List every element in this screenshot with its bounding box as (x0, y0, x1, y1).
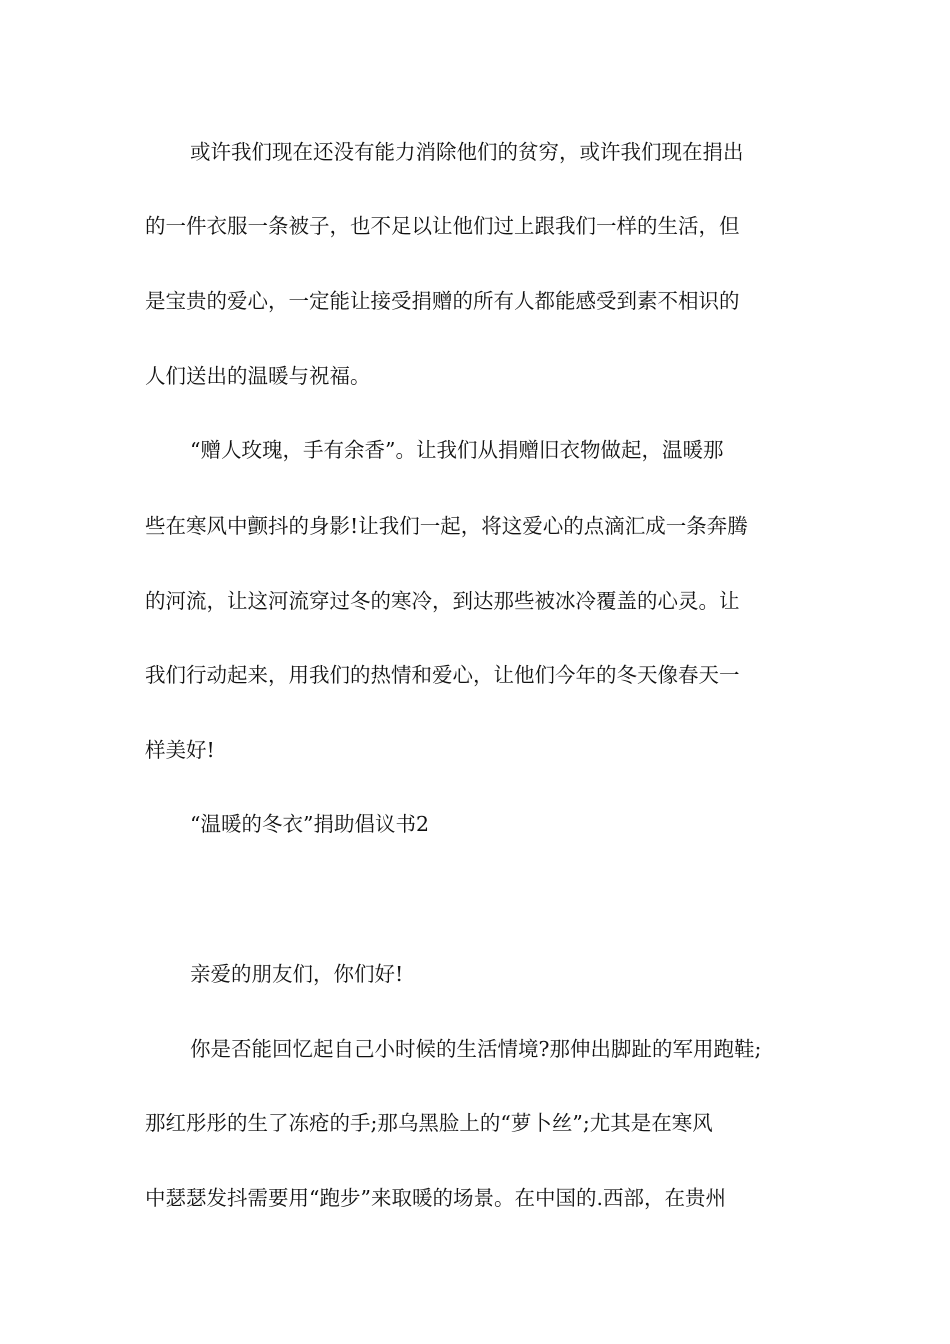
greeting-line: 亲爱的朋友们，你们好! (190, 962, 404, 986)
paragraph-line: 你是否能回忆起自己小时候的生活情境?那伸出脚趾的军用跑鞋; (190, 1037, 762, 1061)
paragraph-line: 些在寒风中颤抖的身影!让我们一起，将这爱心的点滴汇成一条奔腾 (145, 514, 748, 538)
paragraph-line: 中瑟瑟发抖需要用“跑步”来取暖的场景。在中国的.西部，在贵州 (145, 1186, 726, 1210)
paragraph-line: 的一件衣服一条被子，也不足以让他们过上跟我们一样的生活，但 (145, 214, 740, 238)
section-heading: “温暖的冬衣”捐助倡议书2 (190, 812, 430, 836)
paragraph-line: 是宝贵的爱心，一定能让接受捐赠的所有人都能感受到素不相识的 (145, 289, 740, 313)
paragraph-line: 人们送出的温暖与祝福。 (145, 364, 371, 388)
paragraph-line: 的河流，让这河流穿过冬的寒冷，到达那些被冰冷覆盖的心灵。让 (145, 589, 740, 613)
paragraph-line: 或许我们现在还没有能力消除他们的贫穷，或许我们现在捐出 (190, 140, 744, 164)
paragraph-line: “赠人玫瑰，手有余香”。让我们从捐赠旧衣物做起，温暖那 (190, 438, 724, 462)
paragraph-line: 我们行动起来，用我们的热情和爱心，让他们今年的冬天像春天一 (145, 663, 740, 687)
paragraph-line: 样美好! (145, 738, 215, 762)
paragraph-line: 那红彤彤的生了冻疮的手;那乌黑脸上的“萝卜丝”;尤其是在寒风 (145, 1111, 713, 1135)
